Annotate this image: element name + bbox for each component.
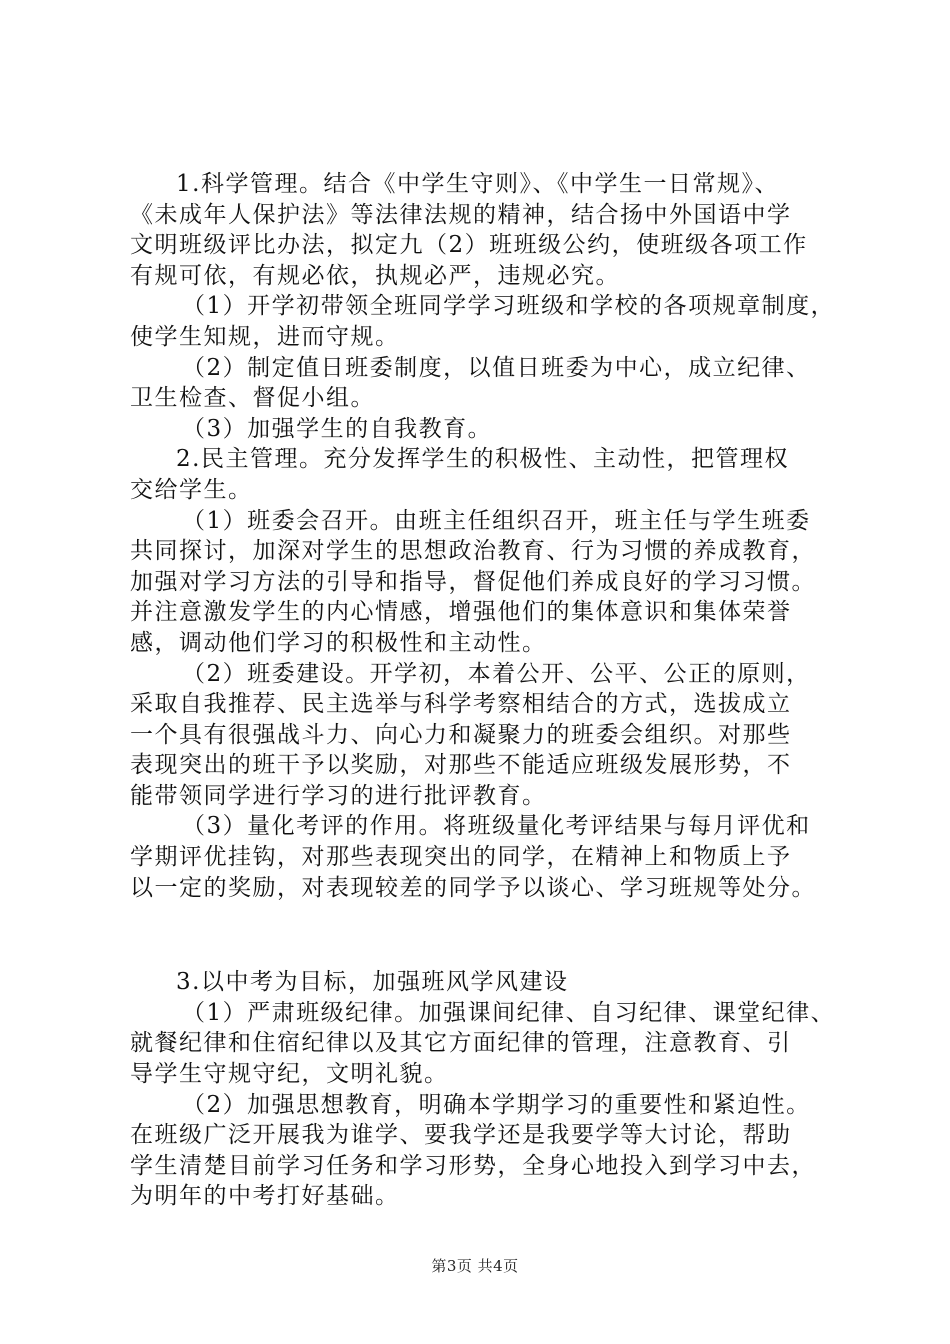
section-2-heading-line: 2.民主管理。充分发挥学生的积极性、主动性，把管理权 (176, 446, 789, 473)
paragraph-line: 使学生知规，进而守规。 (130, 323, 400, 350)
section-3-heading-line: 3.以中考为目标，加强班风学风建设 (176, 969, 569, 996)
list-item-line: （1）严肃班级纪律。加强课间纪律、自习纪律、课堂纪律、 (182, 999, 836, 1026)
paragraph-line: 表现突出的班干予以奖励，对那些不能适应班级发展形势，不 (130, 752, 792, 779)
paragraph-line: 学生清楚目前学习任务和学习形势，全身心地投入到学习中去， (130, 1152, 816, 1179)
document-body (130, 169, 835, 1212)
paragraph-line: 导学生守规守纪，文明礼貌。 (130, 1061, 449, 1088)
paragraph-line: 能带领同学进行学习的进行批评教育。 (130, 782, 547, 809)
paragraph-line: 感，调动他们学习的积极性和主动性。 (130, 629, 547, 656)
paragraph-line: 一个具有很强战斗力、向心力和凝聚力的班委会组织。对那些 (130, 721, 792, 748)
paragraph-line: 并注意激发学生的内心情感，增强他们的集体意识和集体荣誉 (130, 599, 792, 626)
list-item-line: （1）开学初带领全班同学学习班级和学校的各项规章制度， (182, 293, 836, 320)
paragraph-line: 在班级广泛开展我为谁学、要我学还是我要学等大讨论，帮助 (130, 1122, 792, 1149)
paragraph-line: 文明班级评比办法，拟定九（2）班班级公约，使班级各项工作 (130, 232, 808, 259)
paragraph-line: 共同探讨，加深对学生的思想政治教育、行为习惯的养成教育， (130, 538, 816, 565)
section-gap (130, 903, 835, 967)
paragraph-line: 加强对学习方法的引导和指导，督促他们养成良好的学习习惯。 (130, 568, 816, 595)
paragraph-line: 以一定的奖励，对表现较差的同学予以谈心、学习班规等处分。 (130, 874, 816, 901)
paragraph-line: 《未成年人保护法》等法律法规的精神，结合扬中外国语中学 (130, 201, 792, 228)
paragraph-line: 卫生检查、督促小组。 (130, 385, 375, 412)
list-item-line: （2）制定值日班委制度，以值日班委为中心，成立纪律、 (182, 354, 811, 381)
paragraph-line: 采取自我推荐、民主选举与科学考察相结合的方式，选拔成立 (130, 691, 792, 718)
paragraph-line: 交给学生。 (130, 476, 253, 503)
list-item-line: （1）班委会召开。由班主任组织召开，班主任与学生班委 (182, 507, 811, 534)
list-item-line: （2）班委建设。开学初，本着公开、公平、公正的原则， (182, 660, 811, 687)
paragraph-line: 为明年的中考打好基础。 (130, 1183, 400, 1210)
paragraph-line: 就餐纪律和住宿纪律以及其它方面纪律的管理，注意教育、引 (130, 1030, 792, 1057)
paragraph-line: 学期评优挂钩，对那些表现突出的同学，在精神上和物质上予 (130, 844, 792, 871)
list-item-line: （3）量化考评的作用。将班级量化考评结果与每月评优和 (182, 813, 811, 840)
page-number-footer: 第3页 共4页 (431, 1257, 519, 1275)
section-1-heading-line: 1.科学管理。结合《中学生守则》、《中学生一日常规》、 (176, 171, 779, 197)
list-item-line: （3）加强学生的自我教育。 (182, 415, 493, 442)
list-item-line: （2）加强思想教育，明确本学期学习的重要性和紧迫性。 (182, 1091, 811, 1118)
paragraph-line: 有规可依，有规必依，执规必严，违规必究。 (130, 262, 620, 289)
